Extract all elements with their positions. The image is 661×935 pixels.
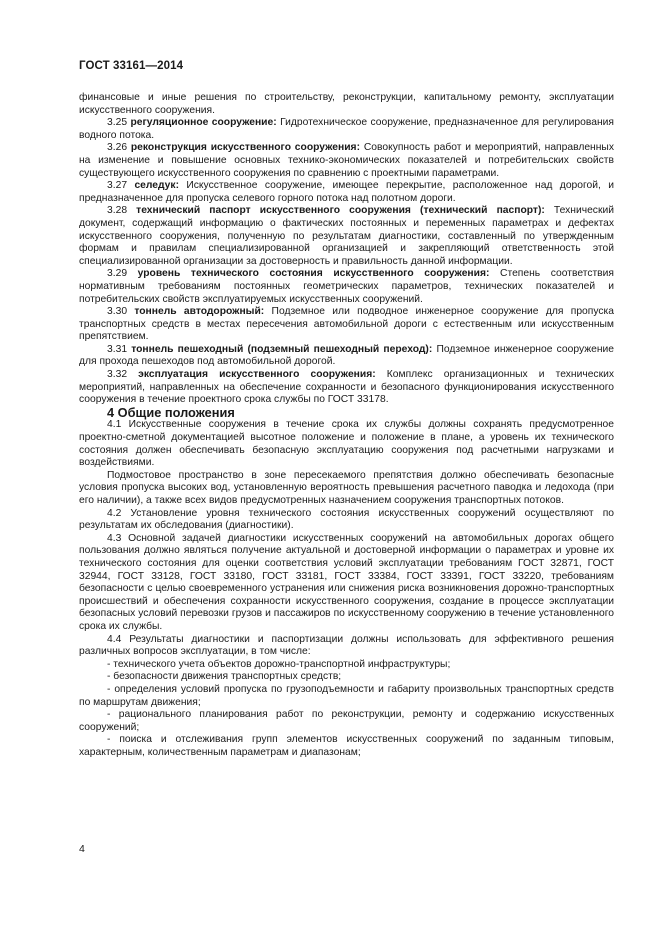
paragraph-4-2: 4.2 Установление уровня технического состояния искусственных сооружений осуществляют по результатам их обследования (диагностики). [79, 507, 614, 532]
document-header: ГОСТ 33161—2014 [79, 60, 184, 72]
definition-3-31 [79, 344, 614, 369]
paragraph-underbridge-space: Подмостовое пространство в зоне пересекаемого препятствия должно обеспечивать безопасные условия пропуска высоких вод, установленную вероятность превышения расчетного паводка и ледохода (при его наличии), а также всех видов предусмотренных назначением сооружения транспортных потоков. [79, 469, 614, 506]
definition-text: Подземное или подводное инженерное сооружение для пропуска транспортных средств в местах пересечения автомобильной дороги с естественным или искусственным препятствием. [79, 306, 614, 343]
definition-number: 3.32 [107, 369, 128, 381]
definition-3-27 [79, 180, 614, 205]
paragraph-4-4: 4.4 Результаты диагностики и паспортизации должны использовать для эффективного решения различных вопросов эксплуатации, в том числе: [79, 633, 614, 658]
definition-term: технический паспорт искусственного сооружения (технический паспорт): [136, 205, 545, 217]
definition-text: Степень соответствия нормативным требованиям постоянных геометрических параметров, технических показателей и потребительских свойств эксплуатируемых искусственных сооружений. [79, 268, 614, 305]
definition-term: реконструкция искусственного сооружения: [130, 142, 360, 154]
definition-text: Гидротехническое сооружение, предназначенное для регулирования водного потока. [79, 117, 614, 141]
page-number: 4 [79, 843, 85, 855]
definition-text: Искусственное сооружение, имеющее перекрытие, расположенное над дорогой, и предназначенное для пропуска селевого горного потока над полотном дороги. [79, 180, 614, 204]
definition-text: Подземное инженерное сооружение для прохода пешеходов под автомобильной дорогой. [79, 343, 614, 368]
definition-number: 3.26 [107, 142, 128, 154]
definition-number: 3.30 [107, 306, 128, 318]
definition-3-30 [79, 306, 614, 344]
paragraph-4-3: 4.3 Основной задачей диагностики искусственных сооружений на автомобильных дорогах общего пользования должно являться получение актуальной и достоверной информации о параметрах и уровне их технического состояния для оценки соответствия условий эксплуатации требованиям ГОСТ 32871, ГОСТ 32944, ГОСТ 33128, ГОСТ 33180, ГОСТ 33181, ГОСТ 33384, ГОСТ 33391, ГОСТ 33220, требованиям безопасности с целью своевременного устранения или снижения риска возникновения дорожно-транспортных происшествий и обеспечения сохранности искусственного сооружения, создание в процессе эксплуатации безопасных условий перевозки грузов и пассажиров по искусственному сооружению в течение установленного срока их службы. [79, 532, 614, 632]
list-item: - технического учета объектов дорожно-транспортной инфраструктуры; [107, 658, 451, 670]
section-title: 4 Общие положения [107, 404, 235, 420]
definition-number: 3.31 [107, 343, 128, 355]
list-item: - определения условий пропуска по грузоподъемности и габариту произвольных транспортных средств по маршрутам движения; [79, 683, 614, 708]
definition-text: Технический документ, содержащий информацию о фактических постоянных и переменных параметрах и дефектах искусственного сооружения, полученную по результатам диагностики, составленный по утвержденным формам и правилам специализированной организацией и закрепляющий ответственность этой специализированной организации за достоверность и правильность данной информации. [79, 205, 614, 267]
paragraph-4-1: 4.1 Искусственные сооружения в течение срока их службы должны сохранять предусмотренное проектно-сметной документацией высотное положение и положение в плане, а уровень их технического состояния должен обеспечивать безопасную эксплуатацию сооружения под расчетными нагрузками и воздействиями. [79, 419, 614, 469]
definition-term: тоннель автодорожный: [134, 306, 265, 318]
definition-text: Совокупность работ и мероприятий, направленных на изменение и повышение основных технико-экономических показателей и потребительских свойств существующего искусственного сооружения по сравнению с проектными параметрами. [79, 142, 614, 179]
definition-3-26 [79, 142, 614, 180]
page-content [79, 92, 614, 759]
definition-number: 3.28 [107, 205, 128, 217]
definition-3-25 [79, 117, 614, 142]
definition-number: 3.27 [107, 180, 128, 192]
definition-number: 3.29 [107, 268, 128, 280]
definition-term: эксплуатация искусственного сооружения: [138, 369, 376, 381]
definition-3-29 [79, 268, 614, 306]
list-item: - рационального планирования работ по реконструкции, ремонту и содержанию искусственных сооружений; [79, 709, 614, 733]
list-item: - безопасности движения транспортных средств; [107, 671, 342, 683]
definition-term: регуляционное сооружение: [130, 117, 277, 129]
definition-term: тоннель пешеходный (подземный пешеходный переход): [131, 343, 433, 355]
list-item: - поиска и отслеживания групп элементов искусственных сооружений по заданным типовым, характерным, количественным параметрам и диапазонам; [79, 734, 614, 758]
definition-term: уровень технического состояния искусственного сооружения: [137, 268, 490, 280]
definition-3-32 [79, 369, 614, 407]
definition-number: 3.25 [107, 117, 128, 129]
definition-text: Комплекс организационных и технических мероприятий, направленных на обеспечение сохранности и безопасного функционирования искусственного сооружения в течение проектного срока службы по ГОСТ 33178. [79, 369, 614, 406]
definition-3-28 [79, 205, 614, 268]
definition-term: селедук: [134, 180, 179, 192]
continuation-paragraph: финансовые и иные решения по строительству, реконструкции, капитальному ремонту, эксплуатации искусственного сооружения. [79, 92, 614, 116]
